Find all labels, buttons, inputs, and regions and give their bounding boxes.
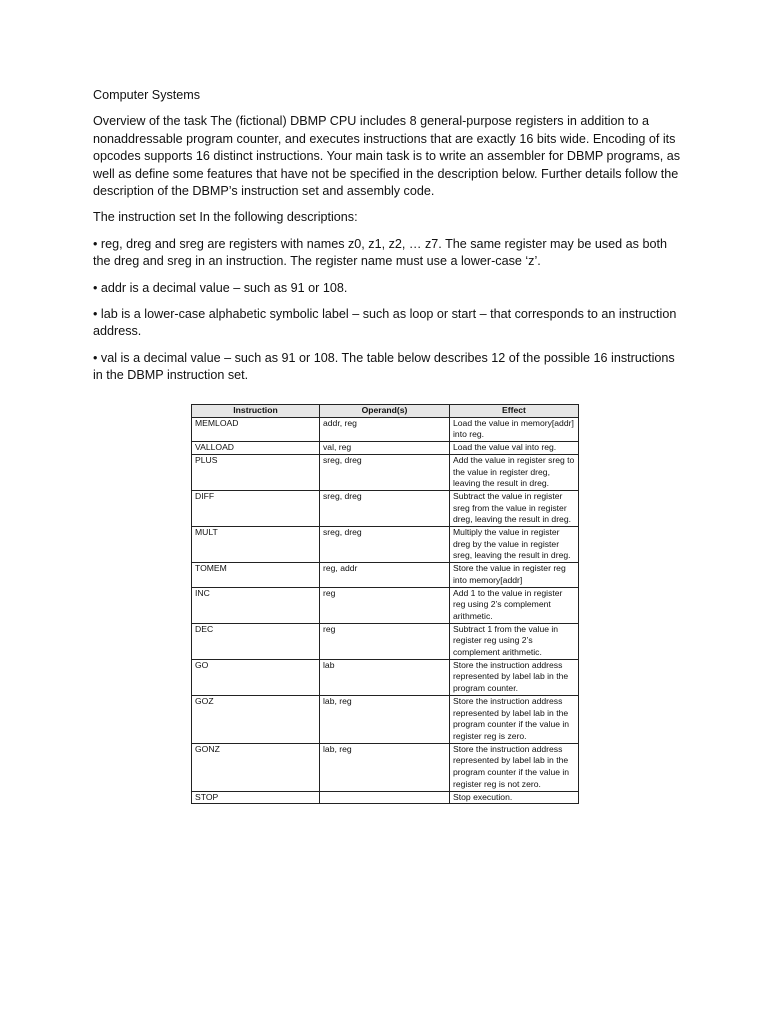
cell-instruction: TOMEM (192, 563, 320, 587)
cell-instruction: GO (192, 659, 320, 695)
instruction-table-container (191, 404, 578, 804)
table-row (192, 563, 579, 587)
cell-effect: Load the value val into reg. (450, 442, 579, 455)
instruction-set-intro: The instruction set In the following descriptions: (93, 210, 358, 225)
cell-operands: sreg, dreg (320, 454, 450, 490)
cell-instruction: GOZ (192, 695, 320, 743)
cell-instruction: INC (192, 587, 320, 623)
cell-operands: addr, reg (320, 417, 450, 441)
cell-operands: reg, addr (320, 563, 450, 587)
header-instruction: Instruction (192, 405, 320, 418)
cell-effect: Stop execution. (450, 791, 579, 804)
document-body (93, 87, 683, 385)
cell-instruction: DIFF (192, 490, 320, 526)
bullet-reg: • reg, dreg and sreg are registers with names z0, z1, z2, … z7. The same register may be used as both the dreg and sreg in an instruction. The register name must use a lower-case ‘z’. (93, 236, 667, 269)
table-row (192, 417, 579, 441)
overview-paragraph: Overview of the task The (fictional) DBMP CPU includes 8 general-purpose registers in addition to a nonaddressable program counter, and executes instructions that are exactly 16 bits wide. Encoding of its opcodes supports 16 distinct instructions. Your main task is to write an assembler for DBMP programs, as well as define some features that have not be specified in the description below. Further details follow the description of the DBMP’s instruction set and assembly code. (93, 114, 681, 199)
table-row (192, 659, 579, 695)
cell-operands: lab (320, 659, 450, 695)
table-row (192, 791, 579, 804)
cell-instruction: VALLOAD (192, 442, 320, 455)
cell-instruction: GONZ (192, 743, 320, 791)
table-row (192, 587, 579, 623)
cell-effect: Load the value in memory[addr] into reg. (450, 417, 579, 441)
cell-operands: val, reg (320, 442, 450, 455)
cell-effect: Store the instruction address represented by label lab in the program counter if the value in register reg is zero. (450, 695, 579, 743)
table-row (192, 454, 579, 490)
cell-instruction: MULT (192, 527, 320, 563)
header-effect: Effect (450, 405, 579, 418)
cell-effect: Add 1 to the value in register reg using 2’s complement arithmetic. (450, 587, 579, 623)
cell-operands: reg (320, 623, 450, 659)
cell-effect: Add the value in register sreg to the value in register dreg, leaving the result in dreg. (450, 454, 579, 490)
cell-effect: Store the instruction address represented by label lab in the program counter if the value in register reg is not zero. (450, 743, 579, 791)
cell-instruction: STOP (192, 791, 320, 804)
cell-effect: Subtract 1 from the value in register reg using 2’s complement arithmetic. (450, 623, 579, 659)
header-operands: Operand(s) (320, 405, 450, 418)
cell-instruction: DEC (192, 623, 320, 659)
instruction-table (191, 404, 579, 804)
cell-operands (320, 791, 450, 804)
cell-effect: Multiply the value in register dreg by the value in register sreg, leaving the result in dreg. (450, 527, 579, 563)
cell-instruction: MEMLOAD (192, 417, 320, 441)
cell-operands: reg (320, 587, 450, 623)
table-row (192, 743, 579, 791)
cell-effect: Store the value in register reg into memory[addr] (450, 563, 579, 587)
cell-operands: sreg, dreg (320, 490, 450, 526)
cell-operands: sreg, dreg (320, 527, 450, 563)
cell-effect: Store the instruction address represented by label lab in the program counter. (450, 659, 579, 695)
cell-effect: Subtract the value in register sreg from the value in register dreg, leaving the result in dreg. (450, 490, 579, 526)
table-header-row (192, 405, 579, 418)
bullet-val: • val is a decimal value – such as 91 or 108. The table below describes 12 of the possible 16 instructions in the DBMP instruction set. (93, 350, 675, 383)
cell-operands: lab, reg (320, 743, 450, 791)
cell-instruction: PLUS (192, 454, 320, 490)
table-row (192, 623, 579, 659)
bullet-lab: • lab is a lower-case alphabetic symbolic label – such as loop or start – that corresponds to an instruction address. (93, 307, 677, 339)
document-heading: Computer Systems (93, 88, 201, 102)
table-row (192, 527, 579, 563)
cell-operands: lab, reg (320, 695, 450, 743)
bullet-addr: • addr is a decimal value – such as 91 or 108. (93, 280, 348, 295)
table-row (192, 695, 579, 743)
table-row (192, 490, 579, 526)
table-row (192, 442, 579, 455)
